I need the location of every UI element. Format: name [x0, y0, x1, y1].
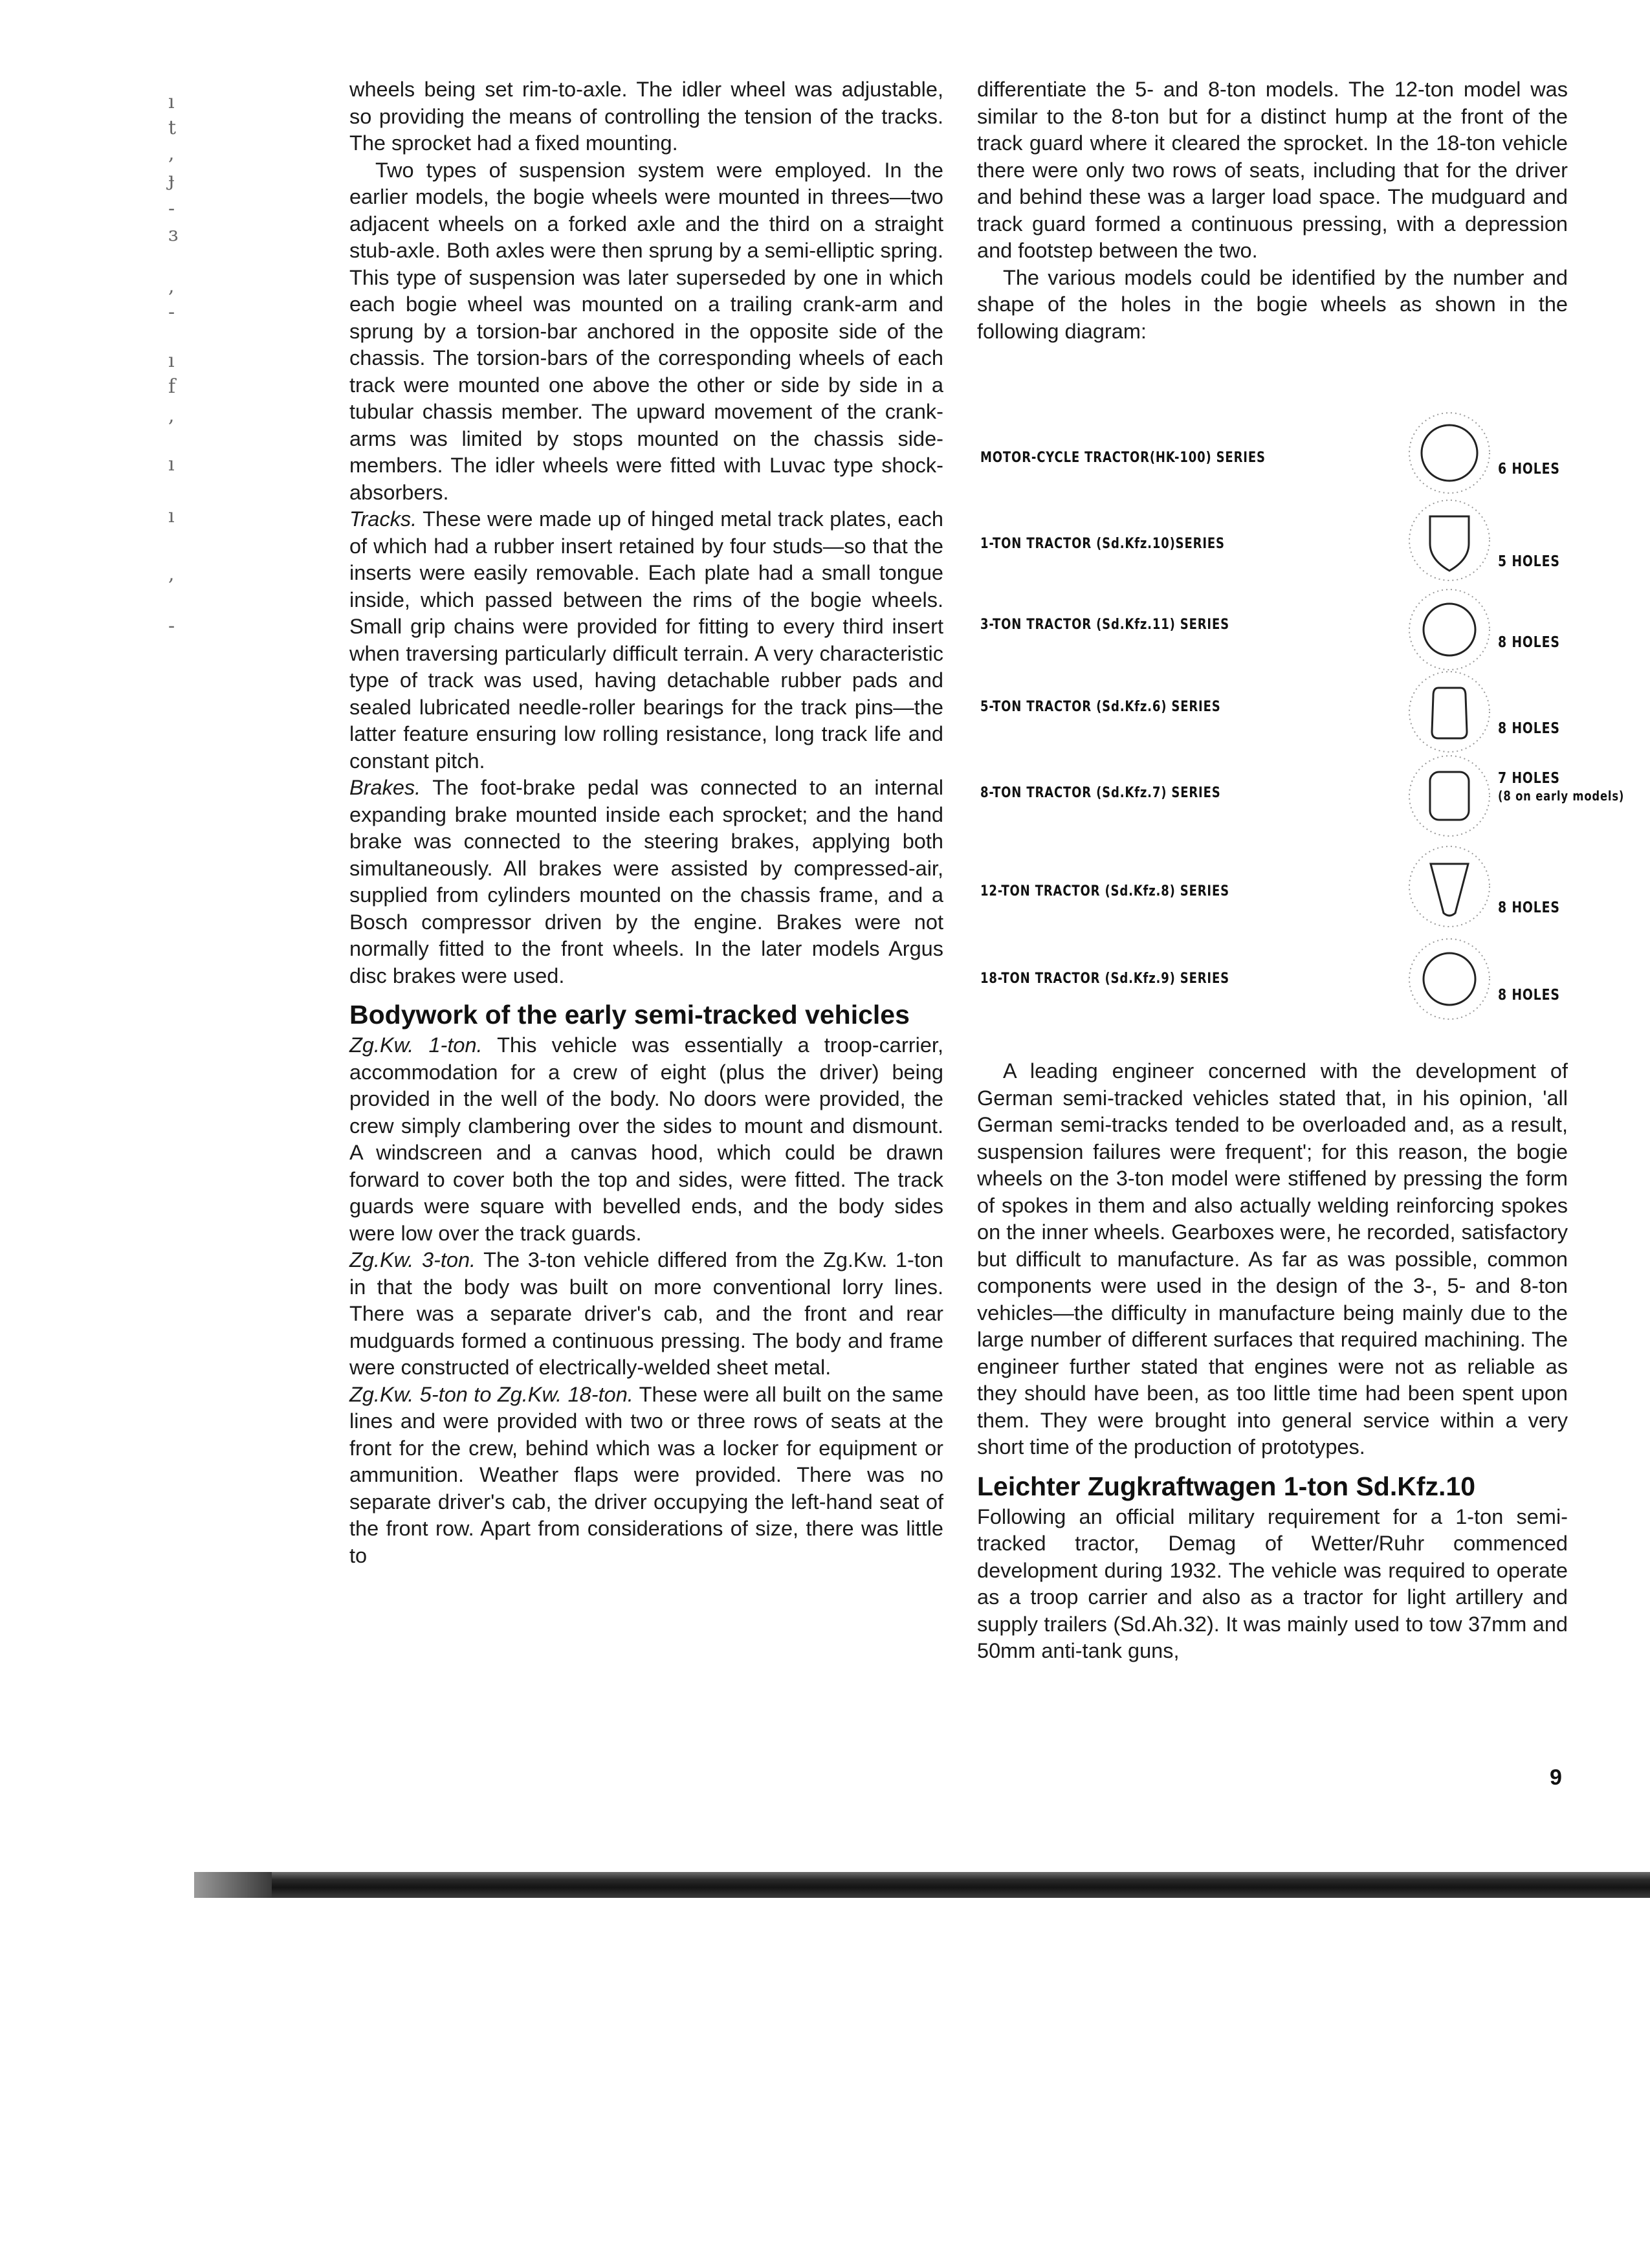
run-in-lead: Zg.Kw. 1-ton. [349, 1033, 483, 1057]
hole-count: 8 HOLES [1498, 899, 1560, 916]
wheel-circle-icon [1407, 411, 1491, 495]
paragraph: wheels being set rim-to-axle. The idler wheel was adjustable, so providing the means of controlling the tension of the tracks. The sprocket had a fixed mounting. [349, 78, 943, 155]
hole-count: 6 HOLES [1498, 461, 1560, 478]
paragraph-zg1 [349, 1032, 943, 1247]
paragraph-zg3 [349, 1247, 943, 1382]
paragraph-tracks [349, 506, 943, 775]
diagram-label: MOTOR-CYCLE TRACTOR(HK-100) SERIES [980, 450, 1266, 466]
paragraph: The various models could be identified by the number and shape of the holes in the bogie wheels as shown in the following diagram: [977, 265, 1568, 343]
run-in-lead: Zg.Kw. 3-ton. [349, 1248, 476, 1272]
left-column [349, 76, 943, 1569]
run-in-lead: Zg.Kw. 5-ton to Zg.Kw. 18-ton. [349, 1382, 633, 1406]
hole-count: 8 HOLES [1498, 987, 1560, 1004]
wheel-circle-icon [1407, 937, 1491, 1021]
right-column-lower [977, 1058, 1568, 1665]
paragraph-text: These were made up of hinged metal track plates, each of which had a rubber insert retained by four studs—so that the inserts were easily removable. Each plate had a small tongue inside, which passed between the rims of the bogie wheels. Small grip chains were provided for fitting to every third insert when traversing particularly difficult terrain. A very characteristic type of track was used, having detachable rubber pads and sealed lubricated needle-roller bearings for the track pins—the latter feature ensuring low rolling resistance, long track life and constant pitch. [349, 507, 944, 773]
run-in-lead: Tracks. [349, 507, 417, 531]
hole-count: 8 HOLES [1498, 634, 1560, 651]
paragraph: differentiate the 5- and 8-ton models. The 12-ton model was similar to the 8-ton but for a distinct hump at the front of the track guard where it cleared the sprocket. In the 18-ton vehicle there were only two rows of seats, including that for the driver and behind these was a larger load space. The mudguard and track guard formed a continuous pressing, with a depression and footstep between the two. [977, 78, 1568, 262]
right-column [977, 76, 1568, 345]
diagram-label: 3-TON TRACTOR (Sd.Kfz.11) SERIES [980, 617, 1229, 633]
paragraph-text: The 3-ton vehicle differed from the Zg.Kw. 1-ton in that the body was built on more conventional lorry lines. There was a separate driver's cab, and the front and rear mudguards formed a continuous pressing. The body and frame were constructed of electrically-welded sheet metal. [349, 1248, 943, 1379]
run-in-lead: Brakes. [349, 776, 421, 799]
diagram-label: 12-TON TRACTOR (Sd.Kfz.8) SERIES [980, 883, 1229, 899]
bogie-wheel-diagram [980, 414, 1625, 1022]
diagram-label: 5-TON TRACTOR (Sd.Kfz.6) SERIES [980, 699, 1221, 715]
wheel-inverted-trapezoid-icon [1407, 844, 1491, 929]
paragraph: A leading engineer concerned with the development of German semi-tracked vehicles stated that, in his opinion, 'all German semi-tracks tended to be overloaded and, as a result, suspension failures were frequent'; for this reason, the bogie wheels on the 3-ton model were stiffened by pressing the form of spokes in them and also actually welding reinforcing spokes on the inner wheels. Gearboxes were, he recorded, satisfactory but difficult to manufacture. As far as was possible, common components were used in the design of the 3-, 5- and 8-ton vehicles—the difficulty in manufacture being mainly due to the large number of different surfaces that required machining. The engineer further stated that engines were not as reliable as they should have been, as too little time had been spent upon them. They were brought into general service within a very short time of the production of prototypes. [977, 1059, 1568, 1459]
diagram-label: 1-TON TRACTOR (Sd.Kfz.10)SERIES [980, 536, 1225, 552]
hole-count: 8 HOLES [1498, 720, 1560, 737]
hole-count: 7 HOLES [1498, 770, 1560, 787]
paragraph-text: The foot-brake pedal was connected to an internal expanding brake mounted inside each sprocket; and the hand brake was connected to the steering brakes, applying both simultaneously. All brakes were assisted by compressed-air, supplied from cylinders mounted on the chassis frame, and a Bosch compressor driven by the engine. Brakes were not normally fitted to the front wheels. In the later models Argus disc brakes were used. [349, 776, 943, 987]
wheel-trapezoid-icon [1407, 670, 1491, 754]
margin-marks: ı t , ɟ - ɜ , - ı f , ı ı , - [168, 91, 179, 637]
paragraph-text: This vehicle was essentially a troop-carrier, accommodation for a crew of eight (plus the driver) being provided in the well of the body. No doors were provided, the crew simply clambering over the sides to mount and dismount. A windscreen and a canvas hood, which could be drawn forward to cover both the top and sides, were fitted. The track guards were square with bevelled ends, and the body sides were low over the track guards. [349, 1033, 943, 1245]
wheel-circle-icon [1407, 588, 1491, 672]
section-heading: Bodywork of the early semi-tracked vehicles [349, 1000, 910, 1029]
diagram-label: 8-TON TRACTOR (Sd.Kfz.7) SERIES [980, 785, 1221, 801]
page-number: 9 [1550, 1765, 1562, 1790]
hole-count-note: (8 on early models) [1498, 788, 1625, 804]
diagram-label: 18-TON TRACTOR (Sd.Kfz.9) SERIES [980, 971, 1229, 987]
section-heading: Leichter Zugkraftwagen 1-ton Sd.Kfz.10 [977, 1471, 1475, 1501]
paragraph: Two types of suspension system were employed. In the earlier models, the bogie wheels were mounted in threes—two adjacent wheels on a forked axle and the third on a straight stub-axle. Both axles were then sprung by a semi-elliptic spring. This type of suspension was later superseded by one in which each bogie wheel was mounted on a trailing crank-arm and sprung by a torsion-bar anchored in the opposite side of the chassis. The torsion-bars of the corresponding wheels of each track were mounted one above the other or side by side in a tubular chassis member. The upward movement of the crank-arms was limited by stops mounted on the chassis side-members. The idler wheels were fitted with Luvac type shock-absorbers. [349, 158, 943, 504]
hole-count: 5 HOLES [1498, 553, 1560, 570]
scan-edge-bar [194, 1872, 1650, 1898]
paragraph-zg5 [349, 1382, 943, 1570]
paragraph-brakes [349, 775, 943, 989]
wheel-shield-icon [1407, 498, 1491, 582]
paragraph-text: These were all built on the same lines and were provided with two or three rows of seats at the front for the crew, behind which was a locker for equipment or ammunition. Weather flaps were provided. There was no separate driver's cab, the driver occupying the left-hand seat of the front row. Apart from considerations of size, there was little to [349, 1382, 943, 1567]
wheel-rounded-square-icon [1407, 754, 1491, 838]
paragraph: Following an official military requirement for a 1-ton semi-tracked tractor, Demag of Wetter/Ruhr commenced development during 1932. The vehicle was required to operate as a troop carrier and also as a tractor for light artillery and supply trailers (Sd.Ah.32). It was mainly used to tow 37mm and 50mm anti-tank guns, [977, 1504, 1568, 1662]
